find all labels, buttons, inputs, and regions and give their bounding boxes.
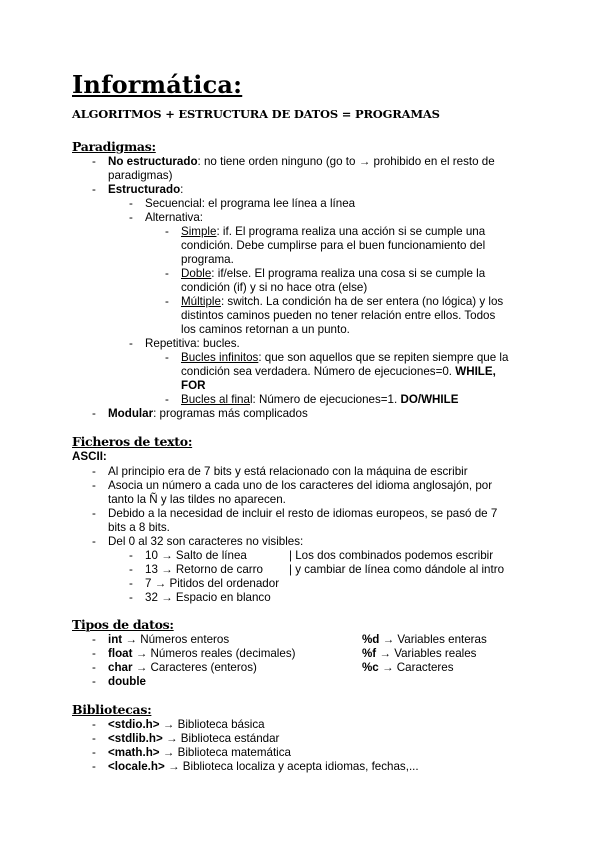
bullet-dash: -: [129, 197, 133, 210]
list-item-stdio: [108, 718, 265, 732]
section-heading-tipos: Tipos de datos:: [72, 617, 174, 632]
keyword-for-text: FOR: [181, 379, 206, 392]
estructurado-colon: :: [180, 183, 184, 196]
keyword-locale: <locale.h>: [108, 760, 165, 773]
ascii-label-text: ASCII:: [72, 450, 107, 463]
term-simple: Simple: [181, 225, 217, 238]
bullet-dash: -: [129, 563, 133, 576]
keyword-for: [181, 379, 205, 393]
bucles-infinitos-text-2: condición sea verdadera. Número de ejecuciones=0.: [181, 365, 453, 378]
int-text: → Números enteros: [122, 633, 230, 646]
list-item-ascii-2: Asocia un número a cada uno de los caracteres del idioma anglosajón, por: [108, 479, 493, 492]
list-item-double: [108, 675, 146, 689]
list-item-ascii-2-cont: tanto la Ñ y las tildes no aparecen.: [108, 493, 286, 506]
term-multiple: Múltiple: [181, 295, 221, 308]
char-10-note: | Los dos combinados podemos escribir: [289, 549, 494, 562]
bucles-infinitos-text: : que son aquellos que se repiten siempre que la: [258, 351, 509, 364]
list-item-ascii-4: Del 0 al 32 son caracteres no visibles:: [108, 535, 304, 548]
bullet-dash: -: [92, 465, 96, 478]
list-item-stdlib: [108, 732, 279, 746]
bullet-dash: -: [165, 393, 169, 406]
bullet-dash: -: [129, 577, 133, 590]
list-item-ascii-3: Debido a la necesidad de incluir el resto de idiomas europeos, se pasó de 7: [108, 507, 498, 520]
list-item-modular: [108, 407, 308, 421]
bullet-dash: -: [129, 337, 133, 350]
float-text: → Números reales (decimales): [132, 647, 296, 660]
section-heading-ficheros: Ficheros de texto:: [72, 434, 193, 449]
list-item-locale: [108, 760, 419, 774]
keyword-math: <math.h>: [108, 746, 160, 759]
list-item-repetitiva: Repetitiva: bucles.: [145, 337, 240, 350]
bullet-dash: -: [92, 633, 96, 646]
keyword-float: float: [108, 647, 133, 660]
list-item-bucles-infinitos: [181, 351, 508, 365]
list-item-float: [108, 647, 296, 661]
term-no-estructurado: No estructurado: [108, 155, 198, 168]
bullet-dash: -: [92, 535, 96, 548]
bullet-dash: -: [92, 675, 96, 688]
keyword-double: double: [108, 675, 146, 688]
modular-text: : programas más complicados: [153, 407, 308, 420]
list-item-no-estructurado: [108, 155, 495, 169]
multiple-text-cont: distintos caminos pueden no tener relación entre ellos. Todos: [181, 309, 496, 322]
simple-text: : if. El programa realiza una acción si se cumple una: [216, 225, 486, 238]
bullet-dash: -: [92, 661, 96, 674]
fmt-f-text: → Variables reales: [376, 647, 477, 660]
keyword-char: char: [108, 661, 133, 674]
no-estructurado-text-cont: paradigmas): [108, 169, 173, 182]
bullet-dash: -: [92, 155, 96, 168]
format-d: [362, 633, 487, 647]
keyword-fmt-f: %f: [362, 647, 377, 660]
multiple-text-cont: los caminos retornan a un punto.: [181, 323, 350, 336]
bullet-dash: -: [92, 647, 96, 660]
list-item-char-7: 7 → Pitidos del ordenador: [145, 577, 280, 590]
list-item-doble: [181, 267, 485, 281]
bullet-dash: -: [129, 211, 133, 224]
ascii-label: [72, 450, 107, 464]
stdlib-text: → Biblioteca estándar: [162, 732, 280, 745]
simple-text-cont: condición. Debe cumplirse para el buen funcionamiento del: [181, 239, 486, 252]
list-item-alternativa: Alternativa:: [145, 211, 203, 224]
bullet-dash: -: [92, 507, 96, 520]
list-item-simple: [181, 225, 485, 239]
multiple-text: : switch. La condición ha de ser entera (no lógica) y los: [220, 295, 504, 308]
bucles-infinitos-text-cont: [181, 365, 496, 379]
bullet-dash: -: [92, 718, 96, 731]
no-estructurado-text: : no tiene orden ninguno (go to → prohibido en el resto de: [197, 155, 495, 168]
char-text: → Caracteres (enteros): [132, 661, 257, 674]
keyword-stdlib: <stdlib.h>: [108, 732, 163, 745]
keyword-while: WHILE,: [455, 365, 496, 378]
list-item-char-13: 13 → Retorno de carro: [145, 563, 263, 576]
char-13-note: | y cambiar de línea como dándole al intro: [289, 563, 505, 576]
list-item-char: [108, 661, 257, 675]
bullet-dash: -: [92, 732, 96, 745]
bullet-dash: -: [165, 351, 169, 364]
term-estructurado: Estructurado: [108, 183, 181, 196]
section-heading-paradigmas: Paradigmas:: [72, 139, 156, 154]
math-text: → Biblioteca matemática: [159, 746, 291, 759]
stdio-text: → Biblioteca básica: [159, 718, 265, 731]
keyword-fmt-d: %d: [362, 633, 380, 646]
list-item-char-32: 32 → Espacio en blanco: [145, 591, 271, 604]
simple-text-cont: programa.: [181, 253, 234, 266]
term-bucles-infinitos: Bucles infinitos: [181, 351, 259, 364]
bucles-al-final-text: l: Número de ejecuciones=1.: [249, 393, 398, 406]
bullet-dash: -: [165, 225, 169, 238]
keyword-stdio: <stdio.h>: [108, 718, 160, 731]
list-item-ascii-3-cont: bits a 8 bits.: [108, 521, 170, 534]
doble-text: : if/else. El programa realiza una cosa si se cumple la: [211, 267, 486, 280]
term-bucles-al-final: Bucles al fina: [181, 393, 250, 406]
list-item-ascii-1: Al principio era de 7 bits y está relacionado con la máquina de escribir: [108, 465, 468, 478]
bullet-dash: -: [92, 746, 96, 759]
list-item-secuencial: Secuencial: el programa lee línea a línea: [145, 197, 356, 210]
page-title: Informática:: [72, 70, 243, 99]
list-item-char-10: 10 → Salto de línea: [145, 549, 247, 562]
bullet-dash: -: [92, 760, 96, 773]
list-item-math: [108, 746, 291, 760]
bullet-dash: -: [165, 267, 169, 280]
page-subtitle: ALGORITMOS + ESTRUCTURA DE DATOS = PROGRAMAS: [72, 107, 440, 121]
list-item-estructurado: [108, 183, 183, 197]
section-heading-bibliotecas: Bibliotecas:: [72, 702, 152, 717]
keyword-fmt-c: %c: [362, 661, 379, 674]
bullet-dash: -: [92, 407, 96, 420]
bullet-dash: -: [92, 183, 96, 196]
bullet-dash: -: [165, 295, 169, 308]
fmt-d-text: → Variables enteras: [379, 633, 487, 646]
term-doble: Doble: [181, 267, 212, 280]
fmt-c-text: → Caracteres: [378, 661, 454, 674]
bullet-dash: -: [92, 479, 96, 492]
list-item-bucles-al-final: [181, 393, 458, 407]
bullet-dash: -: [129, 549, 133, 562]
format-f: [362, 647, 476, 661]
keyword-do-while: DO/WHILE: [400, 393, 459, 406]
locale-text: → Biblioteca localiza y acepta idiomas, fechas,...: [164, 760, 419, 773]
bullet-dash: -: [129, 591, 133, 604]
format-c: [362, 661, 454, 675]
doble-text-cont: condición (if) y si no hace otra (else): [181, 281, 368, 294]
list-item-int: [108, 633, 229, 647]
list-item-multiple: [181, 295, 503, 309]
term-modular: Modular: [108, 407, 154, 420]
keyword-int: int: [108, 633, 123, 646]
